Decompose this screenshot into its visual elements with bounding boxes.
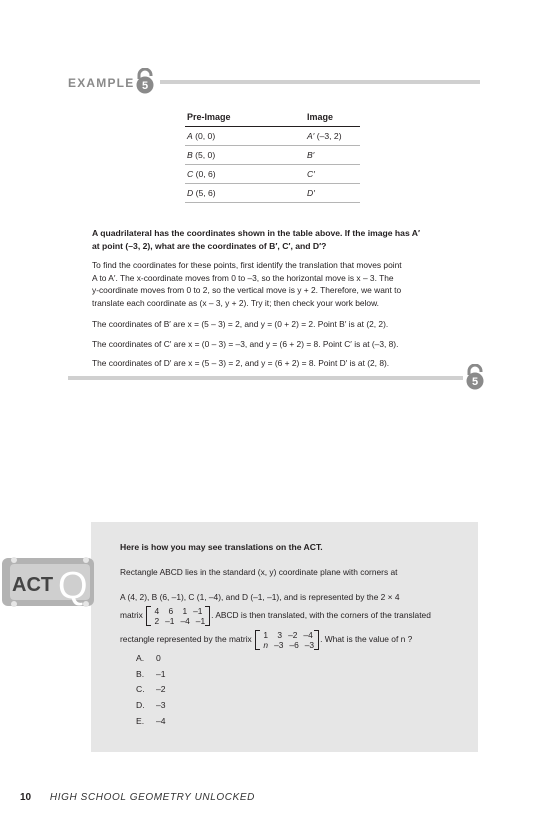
act-intro: Here is how you may see translations on the ACT. [120,542,323,552]
act-line: . ABCD is then translated, with the corners of the translated [211,610,431,621]
table-cell: B′ [305,146,360,165]
question-text [92,227,464,252]
matrix-row: 2 –1 –4 –1 [154,616,206,626]
choice-d[interactable]: D. –3 [136,700,166,711]
matrix-2 [255,630,319,650]
choice-e[interactable]: E. –4 [136,716,166,727]
act-badge-text: ACT [12,574,54,596]
act-line-matrix2 [120,630,470,650]
act-badge-letter: Q [58,565,88,607]
matrix-1 [146,606,210,626]
header-rule [160,80,480,84]
act-matrix-word: matrix [120,610,143,621]
act-line: rectangle represented by the matrix [120,634,252,645]
unlock-icon [464,364,486,390]
answer-c-line: The coordinates of C′ are x = (0 – 3) = –3, and y = (6 + 2) = 8. Point C′ is at (–3, 8). [92,339,399,349]
choice-a[interactable]: A. 0 [136,652,161,663]
unlock-icon [134,68,156,94]
col-preimage: Pre-Image [185,110,305,127]
table-cell: D′ [305,184,360,203]
choice-c[interactable]: C. –2 [136,684,166,695]
table-cell: C (0, 6) [185,165,305,184]
book-title: HIGH SCHOOL GEOMETRY UNLOCKED [49,792,255,803]
page-number: 10 [20,792,32,803]
table-row [185,165,360,184]
act-line-matrix1 [120,606,470,626]
explanation-line: To find the coordinates for these points, first identify the translation that moves point [92,260,402,270]
col-image: Image [305,110,360,127]
matrix-row: n –3 –6 –3 [263,640,315,650]
example-header [68,68,480,96]
question-line: at point (–3, 2), what are the coordinates of B′, C′, and D′? [92,240,327,251]
matrix-row: 4 6 1 –1 [154,606,203,616]
answer-choices [136,650,166,729]
table-header-row [185,110,360,127]
example-number: 5 [141,80,149,92]
question-line: A quadrilateral has the coordinates shown in the table above. If the image has A′ [92,228,421,238]
page-footer [20,792,255,803]
example-end-rule [68,376,463,380]
table-row [185,127,360,146]
act-line: Rectangle ABCD lies in the standard (x, y) coordinate plane with corners at [120,567,398,577]
explanation-line: A to A′. The x-coordinate moves from 0 to –3, so the horizontal move is x – 3. The [92,272,394,283]
table-cell: A′ (–3, 2) [305,127,360,146]
table-row [185,184,360,203]
example-end-number: 5 [471,376,479,388]
answer-b-line: The coordinates of B′ are x = (5 – 3) = 2, and y = (0 + 2) = 2. Point B′ is at (2, 2). [92,319,389,329]
choice-b[interactable]: B. –1 [136,668,166,679]
table-cell: D (5, 6) [185,184,305,203]
explanation-paragraph [92,259,464,309]
act-q-badge-icon [0,550,100,614]
answer-d-line: The coordinates of D′ are x = (5 – 3) = 2, and y = (6 + 2) = 8. Point D′ is at (2, 8). [92,358,390,368]
coordinates-table [185,110,360,203]
explanation-line: y-coordinate moves from 0 to 2, so the vertical move is y + 2. Therefore, we want to [92,285,402,296]
table-row [185,146,360,165]
act-line: . What is the value of n ? [320,634,413,645]
act-line: A (4, 2), B (6, –1), C (1, –4), and D (–1, –1), and is represented by the 2 × 4 [120,592,400,602]
example-label: EXAMPLE [68,76,135,90]
table-cell: C′ [305,165,360,184]
explanation-line: translate each coordinate as (x – 3, y + 2). Try it; then check your work below. [92,297,379,308]
matrix-row: 1 3 –2 –4 [263,630,313,640]
table-cell: A (0, 0) [185,127,305,146]
table-cell: B (5, 0) [185,146,305,165]
